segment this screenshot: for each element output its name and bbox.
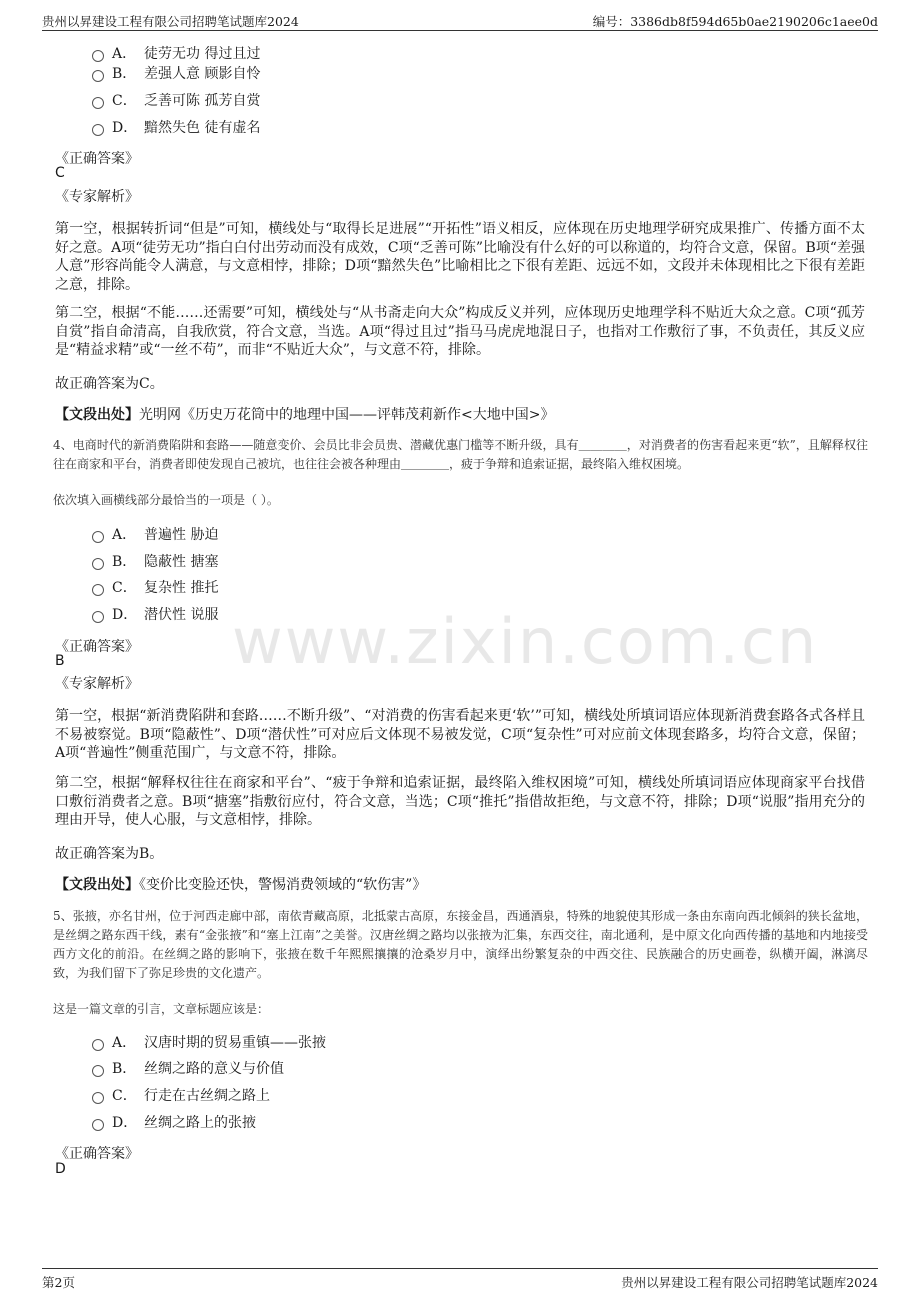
question-text: 5、张掖，亦名甘州，位于河西走廊中部，南依青藏高原，北抵蒙古高原，东接金昌，西通酒泉，特殊的地貌使其形成一条由东南向西北倾斜的狭长盆地，是丝绸之路东西干线，素有“金张掖”和“塞上江南”之美誉。汉唐丝绸之路均以张掖为汇集，东西交往，南北通利，是中原文化向西传播的基地和内地接受西方文化的前沿。在丝绸之路的影响下，张掖在数千年熙熙攘攘的沧桑岁月中，演绎出纷繁复杂的中西交往、民族融合的历史画卷，纵横开阖，淋漓尽致，为我们留下了弥足珍贵的文化遗产。 — [53, 909, 868, 980]
page-number: 第2页 — [42, 1275, 75, 1290]
option-c[interactable]: C． 行走在古丝绸之路上 — [92, 1086, 270, 1106]
radio-icon[interactable] — [92, 50, 104, 62]
question-text: 4、电商时代的新消费陷阱和套路——随意变价、会员比非会员贵、潜藏优惠门槛等不断升级，具有＿＿＿＿，对消费者的伤害看起来更“软”，且解释权往往在商家和平台，消费者即使发现自己被坑，也往往会被各种理由＿＿＿＿，疲于争辩和追索证据，最终陷入维权困境。 — [53, 438, 868, 471]
analysis-label: 《专家解析》 — [55, 676, 139, 692]
option-a[interactable]: A． 徒劳无功 得过且过 — [92, 44, 260, 64]
source-tag: 【文段出处】 — [55, 877, 139, 893]
radio-icon[interactable] — [92, 558, 104, 570]
answer-value: B — [55, 653, 65, 669]
radio-icon[interactable] — [92, 124, 104, 136]
answer-value: C — [55, 165, 65, 181]
document-id: 编号：3386db8f594d65b0ae2190206c1aee0d — [592, 14, 878, 29]
question-stem: 这是一篇文章的引言，文章标题应该是： — [53, 1002, 270, 1016]
option-d[interactable]: D． 潜伏性 说服 — [92, 605, 218, 625]
source-line — [55, 404, 554, 424]
analysis-paragraph: 第一空，根据转折词“但是”可知，横线处与“取得长足进展”“开拓性”语义相反，应体现在历史地理学研究成果推广、传播方面不太好之意。A项“徒劳无功”指白白付出劳动而没有成效，C项“乏善可陈”比喻没有什么好的可以称道的，均符合文意，保留。B项“差强人意”形容尚能令人满意，与文意相悖，排除；D项“黯然失色”比喻相比之下很有差距、远远不如，文段并未体现相比之下很有差距之意，排除。 — [55, 221, 865, 293]
analysis-paragraph: 第二空，根据“解释权往往在商家和平台”、“疲于争辩和追索证据，最终陷入维权困境”可知，横线处所填词语应体现商家平台找借口敷衍消费者之意。B项“搪塞”指敷衍应付，符合文意，当选；C项“推托”指借故拒绝，与文意不符，排除；D项“说服”指用充分的理由开导，使人心服，与文意相悖，排除。 — [55, 775, 865, 828]
radio-icon[interactable] — [92, 584, 104, 596]
option-d[interactable]: D． 黯然失色 徒有虚名 — [92, 118, 260, 138]
conclusion: 故正确答案为B。 — [55, 846, 164, 862]
answer-label: 《正确答案》 — [55, 151, 139, 167]
option-c[interactable]: C． 复杂性 推托 — [92, 578, 218, 598]
radio-icon[interactable] — [92, 97, 104, 109]
option-b[interactable]: B． 隐蔽性 搪塞 — [92, 552, 218, 572]
option-c[interactable]: C． 乏善可陈 孤芳自赏 — [92, 91, 260, 111]
page-header — [42, 8, 878, 31]
source-line — [55, 874, 426, 894]
source-text: 光明网《历史万花筒中的地理中国——评韩茂莉新作<大地中国>》 — [139, 407, 555, 423]
header-title: 贵州以昇建设工程有限公司招聘笔试题库2024 — [42, 14, 299, 29]
option-b[interactable]: B． 差强人意 顾影自怜 — [92, 64, 260, 84]
source-tag: 【文段出处】 — [55, 407, 139, 423]
option-d[interactable]: D． 丝绸之路上的张掖 — [92, 1113, 256, 1133]
analysis-paragraph: 第一空，根据“新消费陷阱和套路……不断升级”、“对消费的伤害看起来更‘软’”可知，横线处所填词语应体现新消费套路各式各样且不易被察觉。B项“隐蔽性”、D项“潜伏性”可对应后文体现不易被发觉，C项“复杂性”可对应前文体现套路多，均符合文意，保留；A项“普遍性”侧重范围广，与文意不符，排除。 — [55, 708, 865, 761]
radio-icon[interactable] — [92, 611, 104, 623]
question-stem: 依次填入画横线部分最恰当的一项是（ ）。 — [53, 493, 279, 507]
footer-title: 贵州以昇建设工程有限公司招聘笔试题库2024 — [621, 1275, 878, 1290]
answer-label: 《正确答案》 — [55, 1146, 139, 1162]
radio-icon[interactable] — [92, 70, 104, 82]
source-text: 《变价比变脸还快，警惕消费领域的“软伤害”》 — [139, 877, 427, 893]
watermark: www.zixin.com.cn — [232, 605, 819, 678]
answer-value: D — [55, 1161, 66, 1177]
radio-icon[interactable] — [92, 1039, 104, 1051]
analysis-label: 《专家解析》 — [55, 189, 139, 205]
radio-icon[interactable] — [92, 1119, 104, 1131]
page-footer — [42, 1268, 878, 1293]
option-a[interactable]: A． 普遍性 胁迫 — [92, 525, 218, 545]
conclusion: 故正确答案为C。 — [55, 376, 164, 392]
option-b[interactable]: B． 丝绸之路的意义与价值 — [92, 1059, 284, 1079]
analysis-paragraph: 第二空，根据“不能……还需要”可知，横线处与“从书斋走向大众”构成反义并列，应体现历史地理学科不贴近大众之意。C项“孤芳自赏”指自命清高，自我欣赏，符合文意，当选。A项“得过且过”指马马虎虎地混日子，也指对工作敷衍了事，不负责任，其反义应是“精益求精”或“一丝不苟”，而非“不贴近大众”，与文意不符，排除。 — [55, 305, 865, 358]
answer-label: 《正确答案》 — [55, 639, 139, 655]
radio-icon[interactable] — [92, 1065, 104, 1077]
radio-icon[interactable] — [92, 531, 104, 543]
radio-icon[interactable] — [92, 1092, 104, 1104]
option-a[interactable]: A． 汉唐时期的贸易重镇——张掖 — [92, 1033, 326, 1053]
